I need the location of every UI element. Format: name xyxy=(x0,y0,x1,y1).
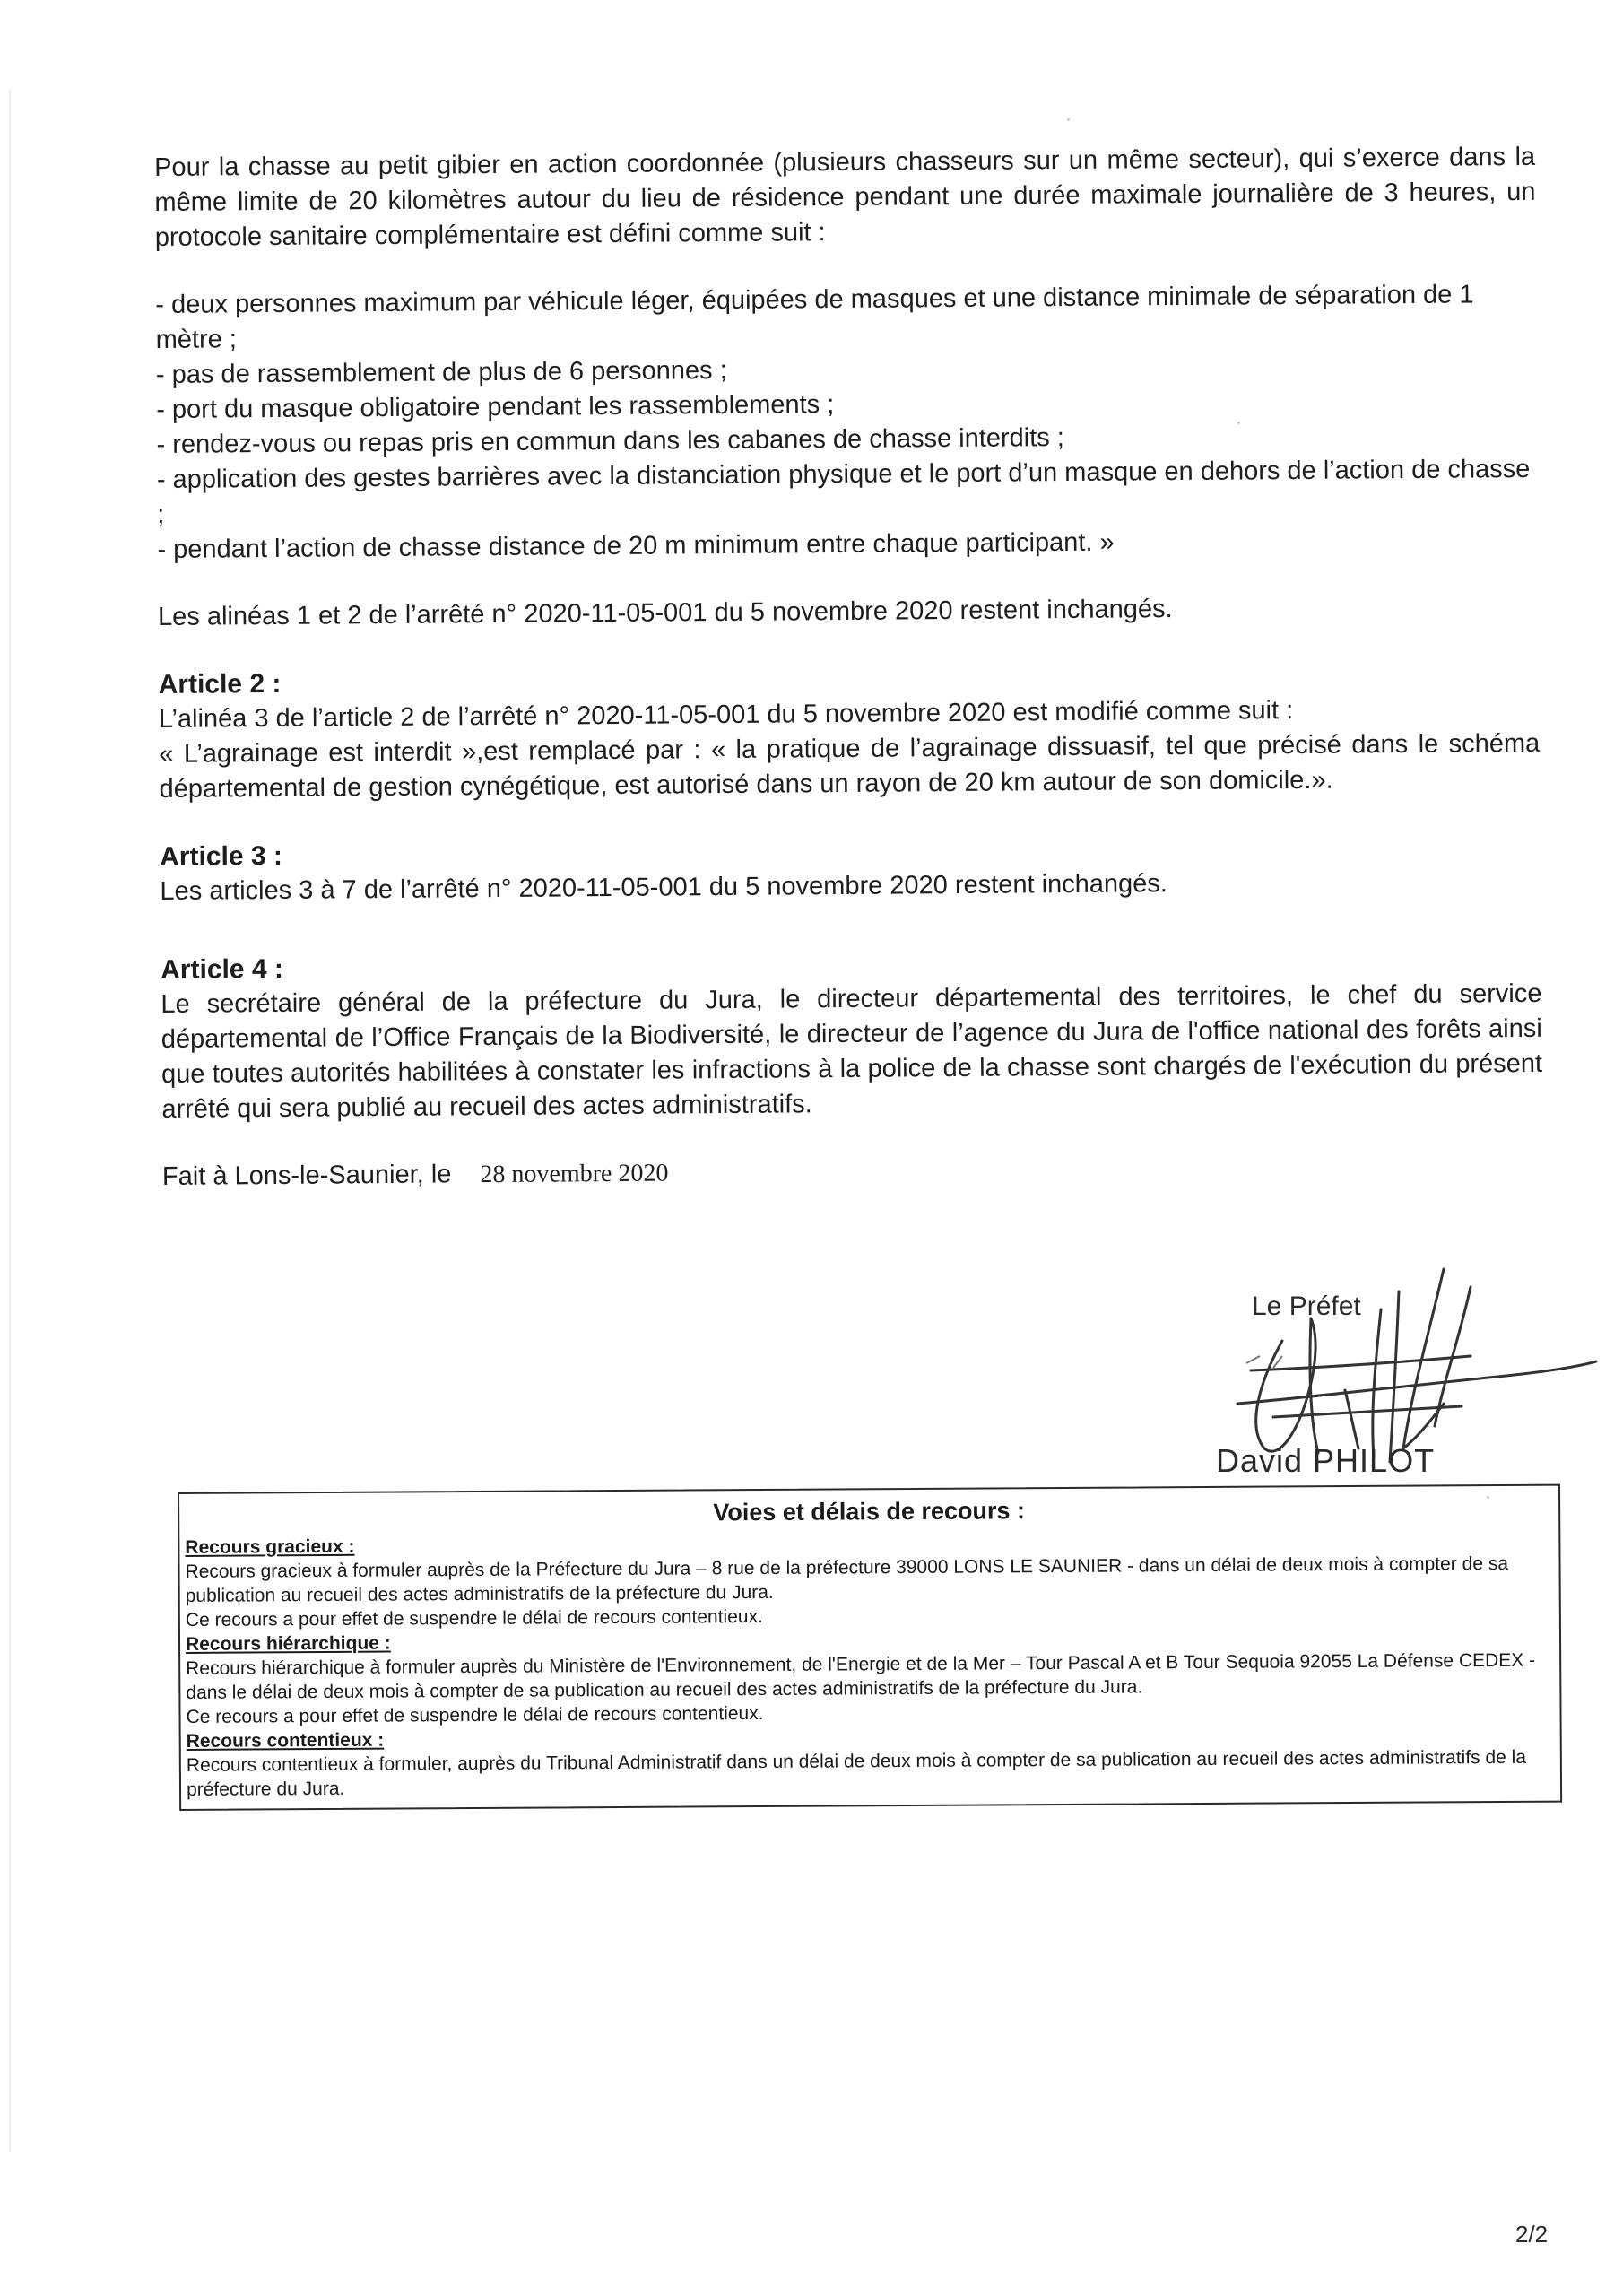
recours-hierarchique-effect: Ce recours a pour effet de suspendre le délai de recours contentieux. xyxy=(186,1703,764,1727)
protocol-item: - rendez-vous ou repas pris en commun dans les cabanes de chasse interdits ; xyxy=(156,423,1064,459)
fait-place: Fait à Lons-le-Saunier, le xyxy=(161,1160,452,1191)
protocol-item: - port du masque obligatoire pendant les rassemblements ; xyxy=(156,390,835,424)
recours-gracieux-heading: Recours gracieux : xyxy=(185,1535,355,1558)
signature-block xyxy=(1175,1256,1605,1489)
scan-speck xyxy=(1067,118,1070,121)
article-4-text: Le secrétaire général de la préfecture du Jura, le directeur départemental des territoires, le chef du service départemental de l’Office Français de la Biodiversité, le directeur de l’agence du Jura de l'office national des forêts ainsi que toutes autorités habilitées à constater les infractions à la police de la chasse sont chargés de l'exécution du présent arrêté qui sera publié au recueil des actes administratifs. xyxy=(161,978,1543,1124)
recours-contentieux-heading: Recours contentieux : xyxy=(186,1729,385,1752)
page-number: 2/2 xyxy=(1515,2221,1549,2248)
recours-hierarchique-heading: Recours hiérarchique : xyxy=(185,1632,391,1655)
intro-paragraph: Pour la chasse au petit gibier en action coordonnée (plusieurs chasseurs sur un même secteur), qui s’exerce dans la même limite de 20 kilomètres autour du lieu de résidence pendant une durée maximale journalière de 3 heures, un protocole sanitaire complémentaire est défini comme suit : xyxy=(154,142,1536,252)
article-3-title: Article 3 : xyxy=(160,840,283,872)
protocol-item: - pendant l’action de chasse distance de 20 m minimum entre chaque participant. » xyxy=(157,527,1115,564)
recours-title: Voies et délais de recours : xyxy=(713,1497,1026,1526)
recours-gracieux-effect: Ce recours a pour effet de suspendre le délai de recours contentieux. xyxy=(185,1606,763,1631)
recours-gracieux-text: Recours gracieux à formuler auprès de la Préfecture du Jura – 8 rue de la préfecture 39000 LONS LE SAUNIER - dans un délai de deux mois à compter de sa publication au recueil des actes administratifs de la préfecture du Jura. xyxy=(185,1552,1509,1606)
recours-hierarchique-text: Recours hiérarchique à formuler auprès du Ministère de l'Environnement, de l'Energie et de la Mer – Tour Pascal A et B Tour Sequoia 92055 La Défense CEDEX - dans le délai de deux mois à compter de sa publication au recueil des actes administratifs de la préfecture du Jura. xyxy=(186,1649,1536,1703)
article-4-title: Article 4 : xyxy=(161,953,284,985)
signature-title: Le Préfet xyxy=(1252,1292,1361,1321)
scan-edge-shadow xyxy=(9,90,11,2152)
document-body xyxy=(154,140,1543,1195)
article-3-text: Les articles 3 à 7 de l’arrêté n° 2020-11-05-001 du 5 novembre 2020 restent inchangés. xyxy=(160,869,1168,906)
protocol-item: - pas de rassemblement de plus de 6 personnes ; xyxy=(155,355,727,389)
alineas-note: Les alinéas 1 et 2 de l’arrêté n° 2020-11-05-001 du 5 novembre 2020 restent inchangés. xyxy=(157,595,1173,631)
protocol-item: - application des gestes barrières avec la distanciation physique et le port d’un masque en dehors de l’action de chasse ; xyxy=(156,454,1531,529)
fait-date: 28 novembre 2020 xyxy=(480,1159,669,1189)
signature-name: David PHILOT xyxy=(1216,1442,1436,1479)
article-2-line: L’alinéa 3 de l’article 2 de l’arrêté n° 2020-11-05-001 du 5 novembre 2020 est modifié comme suit : xyxy=(158,696,1294,734)
article-2-title: Article 2 : xyxy=(158,668,282,700)
recours-contentieux-text: Recours contentieux à formuler, auprès du Tribunal Administratif dans un délai de deux mois à compter de sa publication au recueil des actes administratifs de la préfecture du Jura. xyxy=(186,1746,1527,1800)
protocol-item: - deux personnes maximum par véhicule léger, équipées de masques et une distance minimale de séparation de 1 mètre ; xyxy=(155,280,1474,354)
recours-box xyxy=(178,1484,1562,1811)
article-2-replacement: « L’agrainage est interdit »,est remplacé par : « la pratique de l’agrainage dissuasif, tel que précisé dans le schéma départemental de gestion cynégétique, est autorisé dans un rayon de 20 km autour de son domicile.». xyxy=(159,728,1541,804)
